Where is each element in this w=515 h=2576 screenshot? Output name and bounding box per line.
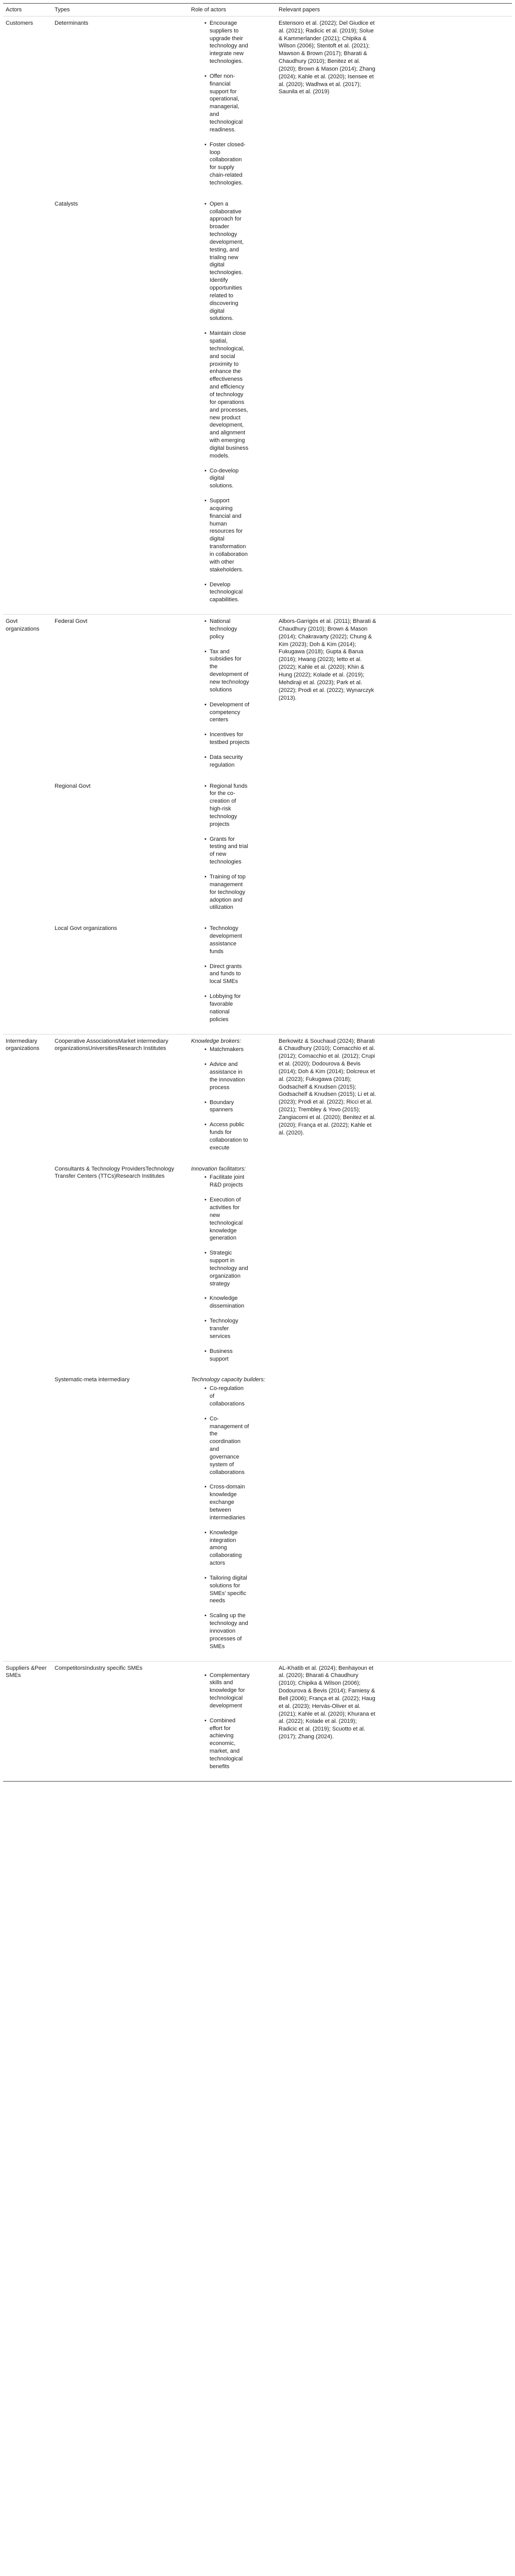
cell-actor: Intermediary organizations [3,1034,52,1162]
table-body [3,16,512,1781]
table-row [3,1162,512,1374]
cell-type: Consultants & Technology ProvidersTechnology Transfer Centers (TTCs)Research Institutes [55,1165,175,1180]
cell-papers [276,1661,512,1781]
role-list-item: • Co-management of the coordination and governance system of collaborations [210,1415,250,1477]
cell-type: Determinants [52,16,188,197]
cell-actor [3,1162,52,1374]
cell-type: Catalysts [55,200,78,207]
cell-roles [188,779,276,922]
cell-type: Systematic-meta intermediary [55,1377,130,1383]
cell-actor: Govt organizations [3,615,52,779]
cell-roles [188,1373,276,1661]
role-list-item: • Tax and subsidies for the development of new technology solutions [210,648,250,694]
cell-actor: Suppliers &Peer SMEs [3,1661,52,1781]
role-list-item: • Business support [210,1348,250,1363]
role-list-item: • Access public funds for collaboration to execute [210,1121,250,1151]
table-row [3,922,512,1034]
table-header [3,4,512,16]
cell-type: Federal Govt [52,615,188,779]
role-list-item: • Incentives for testbed projects [210,731,250,747]
role-list-item: • Develop technological capabilities. [210,581,250,604]
role-list-item: • Matchmakers [210,1046,250,1054]
cell-roles [188,1034,276,1162]
papers-text: Estensoro et al. (2022); Del Giudice et al. (2021); Radicic et al. (2019); Solue & Kammerlander (2021); Chipika & Wilson (2006); Stentoft et al. (2021); Mawson & Brown (2017); Bharati & Chaudhury (2010); Benitez et al. (2020); Brown & Mason (2014); Zhang (2024); Kahle et al. (2020); Isensee et al. (2020); Wadhwa et al. (2017); Saunila et al. (2019) [279,20,375,95]
table-row [3,1661,512,1781]
cell-actor [3,197,52,615]
role-list [191,20,273,187]
role-list [191,925,273,1023]
cell-type: Local Govt organizations [55,925,117,932]
role-list-item: • Scaling up the technology and innovation processes of SMEs [210,1612,250,1650]
role-list-item: • Open a collaborative approach for broader technology development, testing, and trialing new digital technologies. Identify opportunities related to discovering digital solutions. [210,200,250,323]
role-list-item: • Offer non-financial support for operational, managerial, and technological readiness. [210,73,250,134]
cell-roles [188,922,276,1034]
table-row [3,779,512,922]
role-list [191,1174,273,1363]
cell-type: Cooperative AssociationsMarket intermediary organizationsUniversitiesResearch Institutes [52,1034,188,1162]
cell-papers [276,16,512,197]
role-list-item: • Cross-domain knowledge exchange between intermediaries [210,1483,250,1521]
cell-roles [188,197,276,615]
role-list-item: • Facilitate joint R&D projects [210,1174,250,1189]
role-list [191,1672,273,1771]
role-list-item: • Lobbying for favorable national policies [210,993,250,1023]
cell-papers [276,779,512,922]
cell-papers [276,1034,512,1162]
role-list-item: • Support acquiring financial and human resources for digital transformation in collaboration with other stakeholders. [210,497,250,573]
role-list-item: • Co-regulation of collaborations [210,1385,250,1408]
role-list-item: • Strategic support in technology and organization strategy [210,1249,250,1287]
cell-papers [276,1373,512,1661]
table-row [3,615,512,779]
role-list-item: • Regional funds for the co-creation of high-risk technology projects [210,783,250,828]
role-list [191,618,273,769]
table-row [3,197,512,615]
role-list-item: • Advice and assistance in the innovation process [210,1061,250,1091]
role-list-item: • Co-develop digital solutions. [210,467,250,490]
cell-papers [276,922,512,1034]
cell-papers [276,1162,512,1374]
cell-papers [276,197,512,615]
cell-actor [3,922,52,1034]
role-list-item: • Combined effort for achieving economic, market, and technological benefits [210,1717,250,1771]
cell-roles [188,16,276,197]
header-papers: Relevant papers [279,7,320,13]
role-list-item: • Boundary spanners [210,1099,250,1114]
role-list-item: • Foster closed-loop collaboration for supply chain-related technologies. [210,141,250,187]
cell-actor [3,1373,52,1661]
role-list-item: • Data security regulation [210,754,250,769]
role-list-item: • Encourage suppliers to upgrade their technology and integrate new technologies. [210,20,250,65]
role-category-title: Knowledge brokers: [191,1038,242,1044]
table-row [3,1373,512,1661]
papers-text: Albors-Garrigós et al. (2011); Bharati & Chaudhury (2010); Brown & Mason (2014); Chakravarty (2022); Chung & Kim (2023); Doh & Kim (2014); Fukugawa (2018); Gupta & Barua (2016); Hwang (2023); Ietto et al. (2022); Kahle et al. (2020); Khin & Hung (2022); Kolade et al. (2019); Mehdiraji et al. (2023); Park et al. (2022); Prodi et al. (2022); Wynarczyk (2013). [279,618,376,701]
role-category-title: Innovation facilitators: [191,1165,246,1172]
cell-roles [188,615,276,779]
role-list-item: • Maintain close spatial, technological, and social proximity to enhance the effectiveness and efficiency of technology for operations and processes, new product development, and alignment with emerging digital business models. [210,330,250,460]
role-list-item: • Training of top management for technology adoption and utilization [210,873,250,911]
papers-text: AL-Khatib et al. (2024); Benhayoun et al. (2020); Bharati & Chaudhury (2010); Chipika & Wilson (2006); Dodourova & Bevis (2014); Famiesy & Bell (2006); França et al. (2022); Haug et al. (2023); Hervás-Oliver et al. (2021); Kahle et al. (2020); Khurana et al. (2022); Kolade et al. (2019); Radicic et al. (2019); Scuotto et al. (2017); Zhang (2024). [279,1665,375,1740]
header-types: Types [55,7,70,13]
papers-text: Berkowitz & Souchaud (2024); Bharati & Chaudhury (2010); Comacchio et al. (2012); Comacchio et al. (2012); Crupi et al. (2020); Dodourova & Bevis (2014); Doh & Kim (2014); Dolcreux et al. (2023); Fukugawa (2018); Godsachelf & Knudsen (2015); Godsachelf & Knudsen (2015); Li et al. (2023); Prodi et al. (2022); Ricci et al. (2021); Trembley & Yovo (2015); Zangiacomi et al. (2020); Benitez et al. (2020); França et al. (2022); Kahle et al. (2020). [279,1038,376,1136]
role-list [191,783,273,912]
role-list-item: • Tailoring digital solutions for SMEs' specific needs [210,1574,250,1605]
role-list [191,1046,273,1151]
cell-actor [3,779,52,922]
table-row [3,16,512,197]
cell-roles [188,1661,276,1781]
role-list-item: • Knowledge dissemination [210,1295,250,1310]
role-list-item: • Development of competency centers [210,701,250,724]
role-list-item: • National technology policy [210,618,250,641]
cell-papers [276,615,512,779]
header-actors: Actors [6,7,22,13]
actors-roles-table [3,3,512,1782]
role-list-item: • Technology transfer services [210,1317,250,1341]
cell-roles [188,1162,276,1374]
role-category-title: Technology capacity builders: [191,1377,265,1383]
header-row [3,4,512,16]
cell-type: Regional Govt [55,783,91,789]
role-list-item: • Complementary skills and knowledge for technological development [210,1672,250,1710]
role-list-item: • Direct grants and funds to local SMEs [210,963,250,986]
relevant-papers-table-container [3,3,512,1782]
cell-actor: Customers [3,16,52,197]
role-list-item: • Grants for testing and trial of new technologies [210,836,250,866]
role-list-item: • Technology development assistance funds [210,925,250,955]
cell-type: CompetitorsIndustry specific SMEs [52,1661,188,1781]
role-list [191,1385,273,1650]
role-list [191,200,273,604]
role-list-item: • Knowledge integration among collaborating actors [210,1529,250,1567]
header-roles: Role of actors [191,7,226,13]
role-list-item: • Execution of activities for new technological knowledge generation [210,1196,250,1242]
table-row [3,1034,512,1162]
